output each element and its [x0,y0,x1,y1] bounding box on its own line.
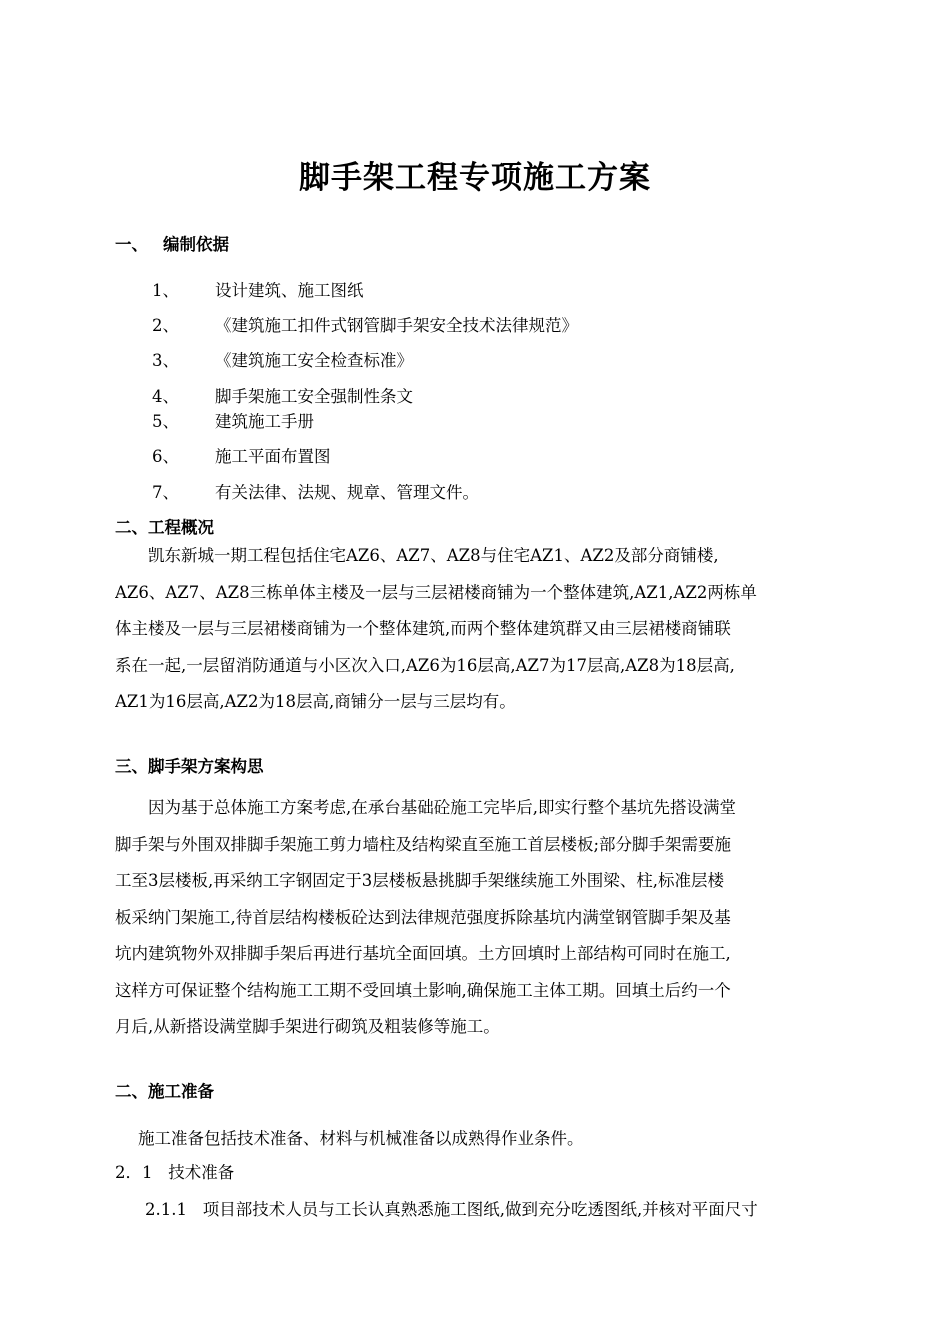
clause-text: 项目部技术人员与工长认真熟悉施工图纸,做到充分吃透图纸,并核对平面尺寸 [202,1200,758,1219]
paragraph-line: 坑内建筑物外双排脚手架后再进行基坑全面回填。土方回填时上部结构可同时在施工, [115,944,731,963]
paragraph-line: 系在一起,一层留消防通道与小区次入口,AZ6为16层高,AZ7为17层高,AZ8为18层高, [115,655,735,675]
subsection-title: 技术准备 [168,1163,235,1182]
list-item-number: 2、 [152,316,179,335]
list-item-number: 3、 [152,351,179,370]
section-heading-concept: 三、脚手架方案构思 [115,757,264,776]
section-heading-preparation: 二、施工准备 [115,1082,214,1101]
list-item-text: 《建筑施工扣件式钢管脚手架安全技术法律规范》 [215,316,578,335]
section-number: 一、 [115,235,148,254]
list-item-text: 建筑施工手册 [215,412,314,431]
list-item-text: 脚手架施工安全强制性条文 [215,387,413,406]
paragraph-line: 体主楼及一层与三层裙楼商铺为一个整体建筑,而两个整体建筑群又由三层裙楼商铺联 [115,619,731,638]
preparation-intro: 施工准备包括技术准备、材料与机械准备以成熟得作业条件。 [138,1129,584,1148]
list-item-number: 5、 [152,412,179,431]
list-item [152,383,413,407]
list-item [152,347,413,371]
concept-paragraph [115,790,843,1046]
list-item [152,443,331,467]
list-item-text: 施工平面布置图 [215,447,331,466]
list-item [152,277,364,301]
subsection-number: 2．1 [115,1163,153,1182]
list-item-number: 6、 [152,447,179,466]
list-item [152,479,479,503]
paragraph-line: 因为基于总体施工方案考虑,在承台基础砼施工完毕后,即实行整个基坑先搭设满堂 [115,798,736,817]
section-heading-overview: 二、工程概况 [115,518,214,537]
list-item-number: 4、 [152,387,179,406]
paragraph-line: AZ6、AZ7、AZ8三栋单体主楼及一层与三层裙楼商铺为一个整体建筑,AZ1,AZ2两栋单 [115,582,757,602]
list-item-text: 有关法律、法规、规章、管理文件。 [215,483,479,502]
paragraph-line: 工至3层楼板,再采纳工字钢固定于3层楼板悬挑脚手架继续施工外围梁、柱,标准层楼 [115,871,724,890]
section-heading-basis [115,231,229,255]
clause-item [145,1196,758,1220]
list-item-number: 7、 [152,483,179,502]
list-item-text: 设计建筑、施工图纸 [215,281,364,300]
paragraph-line: 脚手架与外围双排脚手架施工剪力墙柱及结构梁直至施工首层楼板;部分脚手架需要施 [115,834,732,854]
paragraph-line: 这样方可保证整个结构施工工期不受回填土影响,确保施工主体工期。回填土后约一个 [115,980,731,1000]
subsection-heading [115,1159,234,1183]
list-item-text: 《建筑施工安全检查标准》 [215,351,413,370]
paragraph-line: AZ1为16层高,AZ2为18层高,商铺分一层与三层均有。 [115,692,516,711]
clause-number: 2.1.1 [145,1200,187,1219]
list-item [152,312,578,336]
paragraph-line: 凯东新城一期工程包括住宅AZ6、AZ7、AZ8与住宅AZ1、AZ2及部分商铺楼, [115,546,719,565]
paragraph-line: 月后,从新搭设满堂脚手架进行砌筑及粗装修等施工。 [115,1017,500,1036]
section-title: 编制依据 [163,235,229,254]
document-title: 脚手架工程专项施工方案 [299,160,651,196]
list-item-number: 1、 [152,281,179,300]
list-item [152,408,314,432]
overview-paragraph [115,538,843,721]
paragraph-line: 板采纳门架施工,待首层结构楼板砼达到法律规范强度拆除基坑内满堂钢管脚手架及基 [115,907,731,927]
